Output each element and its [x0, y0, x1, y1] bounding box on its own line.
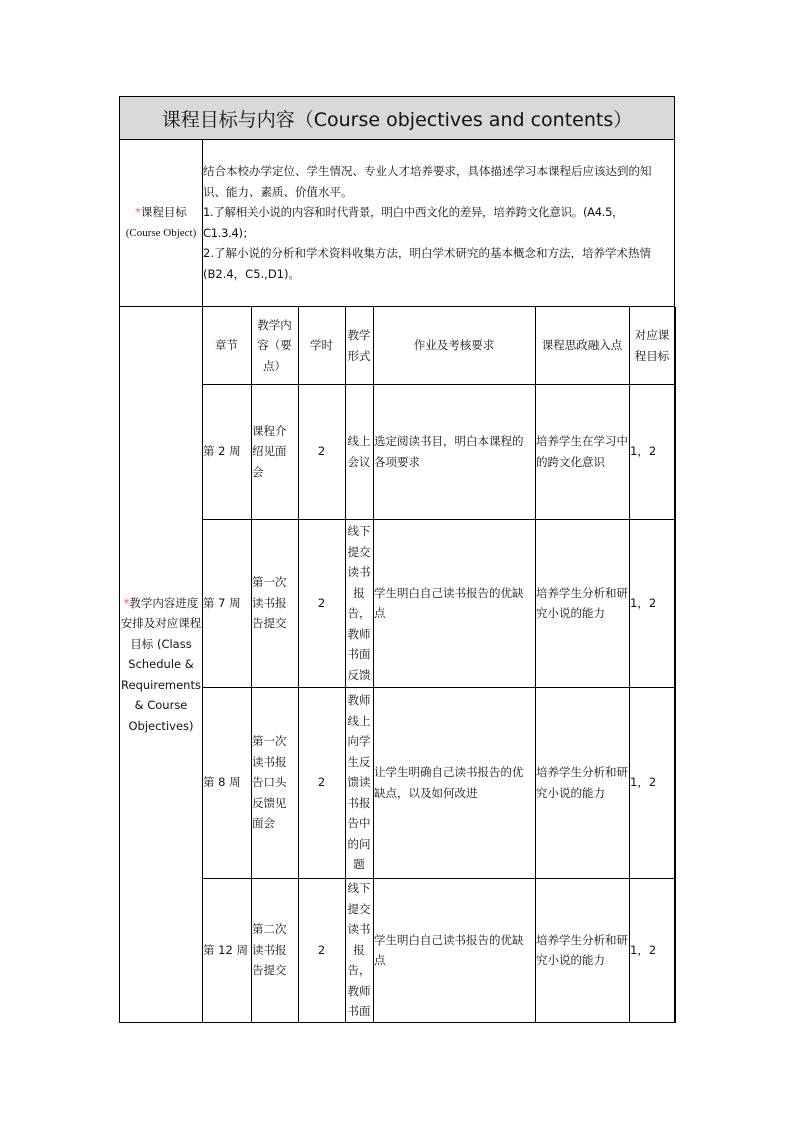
header-chapter: 章节	[215, 338, 238, 353]
header-hours-cell	[298, 307, 346, 385]
objective-intro: 结合本校办学定位、学生情况、专业人才培养要求，具体描述学习本课程后应该达到的知识、能力、素质、价值水平。	[203, 164, 652, 199]
header-hours: 学时	[310, 338, 333, 353]
row-2-hours: 2	[317, 595, 326, 610]
row-1-assignment-cell	[373, 384, 536, 520]
header-format-cell	[345, 307, 374, 385]
header-assignment: 作业及考核要求	[413, 338, 495, 353]
row-4-ideology: 培养学生分析和研究小说的能力	[536, 932, 628, 967]
row-4-objective-ref-cell	[629, 878, 676, 1023]
header-objective-ref: 对应课程目标	[634, 328, 670, 363]
row-3-content-cell	[251, 687, 299, 879]
row-1-ideology: 培养学生在学习中的跨文化意识	[536, 434, 628, 469]
objective-item-1: 1.了解相关小说的内容和时代背景，明白中西文化的差异，培养跨文化意识。(A4.5，C1.3.4)；	[203, 205, 624, 240]
row-2-chapter-cell	[202, 519, 252, 688]
required-mark: *	[123, 595, 130, 610]
header-content: 教学内容（要点）	[257, 317, 292, 373]
row-4-content: 第二次读书报告提交	[252, 922, 287, 978]
row-1-ideology-cell	[535, 384, 630, 520]
row-3-format: 教师线上向学生反馈读书报告中的问题	[347, 693, 371, 872]
section-title-text: 课程目标与内容（Course objectives and contents）	[161, 108, 633, 131]
header-format: 教学形式	[347, 328, 371, 363]
header-assignment-cell	[373, 307, 536, 385]
required-mark: *	[135, 204, 141, 219]
row-1-chapter-cell	[202, 384, 252, 520]
objective-content-cell	[202, 139, 675, 307]
row-1-objective-ref-cell	[629, 384, 676, 520]
header-ideology-cell	[535, 307, 630, 385]
header-ideology: 课程思政融入点	[541, 338, 623, 353]
row-4-hours-cell	[298, 878, 346, 1023]
row-3-assignment-cell	[373, 687, 536, 879]
row-4-format: 线下提交读书报告，教师书面	[347, 881, 371, 1019]
row-2-content-cell	[251, 519, 299, 688]
schedule-label-cell	[119, 307, 203, 1023]
row-2-objective-ref: 1，2	[630, 595, 657, 610]
row-1-content-cell	[251, 384, 299, 520]
row-1-objective-ref: 1，2	[630, 444, 657, 459]
row-3-hours: 2	[317, 775, 326, 790]
row-4-objective-ref: 1，2	[630, 942, 657, 957]
header-objective-ref-cell	[629, 307, 676, 385]
row-3-hours-cell	[298, 687, 346, 879]
header-chapter-cell	[202, 307, 252, 385]
schedule-label: 教学内容进度安排及对应课程目标 (Class Schedule & Requirements & Course Objectives)	[120, 595, 202, 733]
row-2-hours-cell	[298, 519, 346, 688]
row-2-assignment: 学生明白自己读书报告的优缺点	[374, 585, 524, 620]
row-1-format: 线上会议	[347, 434, 371, 469]
row-4-chapter: 第 12 周	[203, 942, 248, 957]
row-4-format-cell	[345, 878, 374, 1023]
objective-label-cell	[119, 139, 203, 307]
row-4-chapter-cell	[202, 878, 252, 1023]
row-1-assignment: 选定阅读书目，明白本课程的各项要求	[374, 434, 524, 469]
row-1-hours-cell	[298, 384, 346, 520]
row-3-content: 第一次读书报告口头反馈见面会	[252, 734, 287, 831]
row-3-format-cell	[345, 687, 374, 879]
row-3-ideology-cell	[535, 687, 630, 879]
row-4-hours: 2	[317, 942, 326, 957]
row-4-ideology-cell	[535, 878, 630, 1023]
row-2-ideology: 培养学生分析和研究小说的能力	[536, 585, 628, 620]
header-content-cell	[251, 307, 299, 385]
row-2-assignment-cell	[373, 519, 536, 688]
row-2-chapter: 第 7 周	[203, 595, 241, 610]
row-3-objective-ref-cell	[629, 687, 676, 879]
row-2-objective-ref-cell	[629, 519, 676, 688]
row-3-ideology: 培养学生分析和研究小说的能力	[536, 765, 628, 800]
row-2-format-cell	[345, 519, 374, 688]
row-1-format-cell	[345, 384, 374, 520]
row-1-hours: 2	[317, 444, 326, 459]
objective-item-2: 2.了解小说的分析和学术资料收集方法，明白学术研究的基本概念和方法，培养学术热情(B2.4，C5.,D1)。	[203, 246, 651, 281]
row-4-content-cell	[251, 878, 299, 1023]
row-3-assignment: 让学生明确自己读书报告的优缺点，以及如何改进	[374, 765, 524, 800]
row-2-ideology-cell	[535, 519, 630, 688]
objective-label-cn: 课程目标	[140, 204, 187, 219]
row-1-chapter: 第 2 周	[203, 444, 241, 459]
row-4-assignment: 学生明白自己读书报告的优缺点	[374, 932, 524, 967]
row-2-content: 第一次读书报告提交	[252, 575, 287, 631]
row-3-chapter-cell	[202, 687, 252, 879]
row-1-content: 课程介绍见面会	[252, 423, 287, 479]
row-4-assignment-cell	[373, 878, 536, 1023]
row-3-chapter: 第 8 周	[203, 775, 241, 790]
row-2-format: 线下提交读书报告，教师书面反馈	[347, 524, 371, 682]
row-3-objective-ref: 1，2	[630, 775, 657, 790]
objective-label-en: (Course Object)	[125, 227, 197, 239]
section-title	[119, 96, 675, 140]
